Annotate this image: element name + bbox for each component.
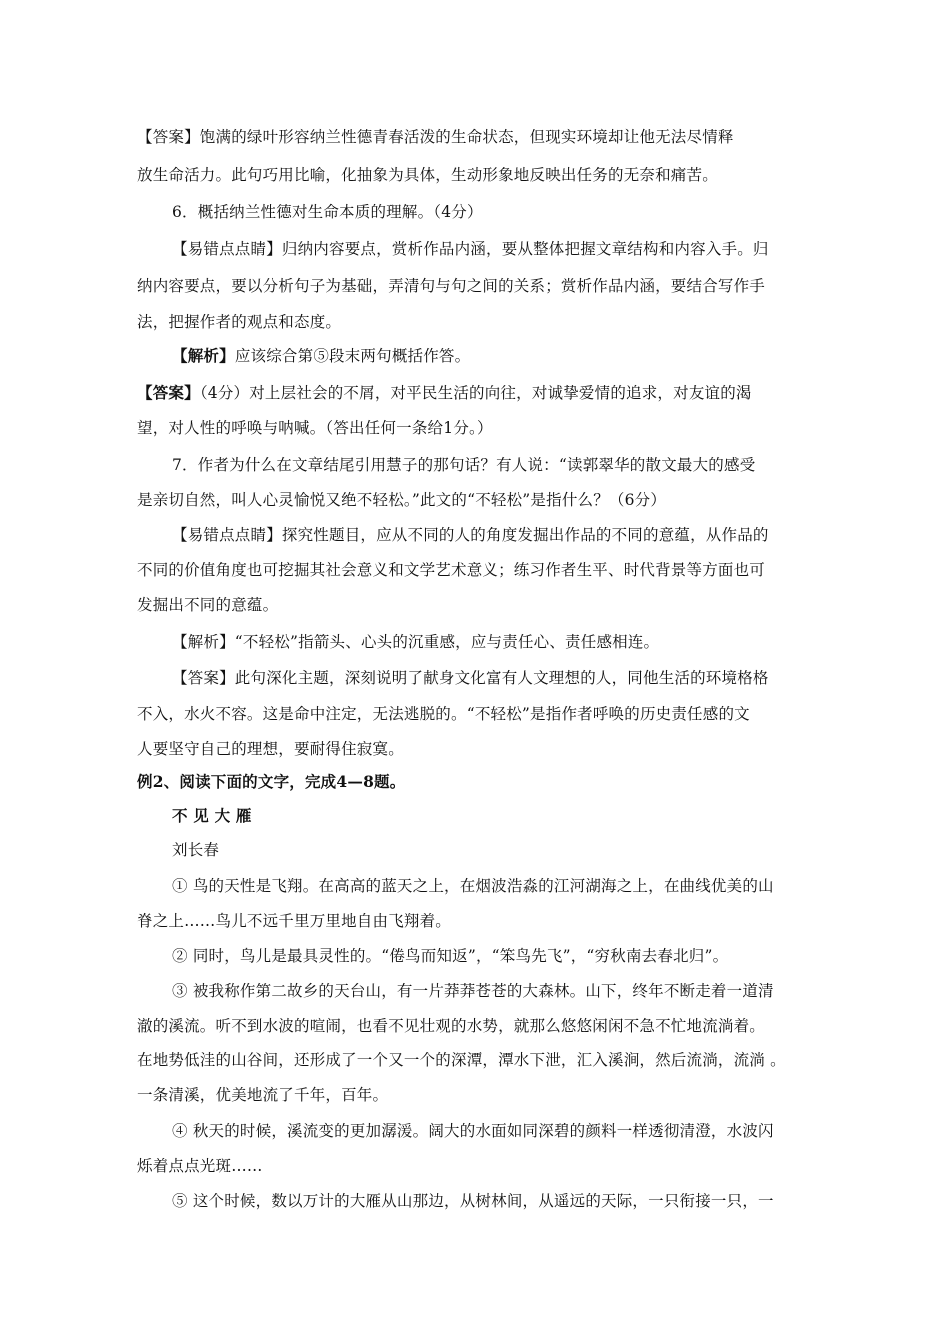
question-6: 6．概括纳兰性德对生命本质的理解。（4分） — [172, 203, 483, 221]
paragraph-3-line-4: 一条清溪，优美地流了千年，百年。 — [137, 1086, 389, 1104]
paragraph-3-line-1: ③ 被我称作第二故乡的天台山，有一片莽莽苍苍的大森林。山下，终年不断走着一道清 — [172, 982, 774, 1000]
paragraph-4-line-2: 烁着点点光斑…… — [137, 1157, 263, 1175]
paragraph-3-line-2: 澈的溪流。听不到水波的喧闹，也看不见壮观的水势，就那么悠悠闲闲不急不忙地流淌着。 — [137, 1017, 766, 1035]
tips-7-line-1: 【易错点点睛】探究性题目，应从不同的人的角度发掘出作品的不同的意蕴，从作品的 — [172, 526, 769, 544]
answer-6-line-2: 望，对人性的呼唤与呐喊。（答出任何一条给1分。） — [137, 419, 493, 437]
answer-7-line-1: 【答案】此句深化主题，深刻说明了献身文化富有人文理想的人，同他生活的环境格格 — [172, 669, 769, 687]
article-author: 刘长春 — [172, 841, 220, 859]
answer-5-line-2: 放生命活力。此句巧用比喻，化抽象为具体，生动形象地反映出任务的无奈和痛苦。 — [137, 166, 718, 184]
tips-6-line-1: 【易错点点睛】归纳内容要点，赏析作品内涵，要从整体把握文章结构和内容入手。归 — [172, 240, 769, 258]
analysis-6-label: 【解析】 — [172, 346, 235, 365]
paragraph-1-line-2: 脊之上……鸟儿不远千里万里地自由飞翔着。 — [137, 912, 452, 930]
answer-6-line-1 — [137, 383, 752, 403]
example-2-heading: 例2、阅读下面的文字，完成4—8题。 — [137, 772, 406, 791]
answer-7-line-2: 不入，水火不容。这是命中注定，无法逃脱的。“不轻松”是指作者呼唤的历史责任感的文 — [137, 705, 750, 723]
paragraph-1-line-1: ① 鸟的天性是飞翔。在高高的蓝天之上，在烟波浩淼的江河湖海之上，在曲线优美的山 — [172, 877, 774, 895]
tips-7-line-2: 不同的价值角度也可挖掘其社会意义和文学艺术意义；练习作者生平、时代背景等方面也可 — [137, 561, 766, 579]
tips-6-line-2: 纳内容要点，要以分析句子为基础，弄清句与句之间的关系；赏析作品内涵，要结合写作手 — [137, 277, 766, 295]
paragraph-2: ② 同时，鸟儿是最具灵性的。“倦鸟而知返”，“笨鸟先飞”，“穷秋南去春北归”。 — [172, 947, 729, 965]
analysis-6 — [172, 346, 470, 366]
paragraph-5-line-1: ⑤ 这个时候，数以万计的大雁从山那边，从树林间，从遥远的天际，一只衔接一只，一 — [172, 1192, 774, 1210]
paragraph-4-line-1: ④ 秋天的时候，溪流变的更加潺湲。阔大的水面如同深碧的颜料一样透彻清澄，水波闪 — [172, 1122, 774, 1140]
answer-5-line-1: 【答案】饱满的绿叶形容纳兰性德青春活泼的生命状态，但现实环境却让他无法尽情释 — [137, 128, 734, 146]
answer-6-label: 【答案】 — [137, 383, 200, 402]
answer-7-line-3: 人要坚守自己的理想，要耐得住寂寞。 — [137, 740, 404, 758]
article-title: 不 见 大 雁 — [172, 806, 252, 825]
tips-7-line-3: 发掘出不同的意蕴。 — [137, 596, 279, 614]
question-7-line-1: 7．作者为什么在文章结尾引用慧子的那句话？有人说：“读郭翠华的散文最大的感受 — [172, 456, 756, 474]
analysis-7: 【解析】“不轻松”指箭头、心头的沉重感，应与责任心、责任感相连。 — [172, 633, 660, 651]
question-7-line-2: 是亲切自然，叫人心灵愉悦又绝不轻松。”此文的“不轻松”是指什么？（6分） — [137, 491, 667, 509]
answer-6-text: （4分）对上层社会的不屑，对平民生活的向往，对诚挚爱情的追求，对友谊的渴 — [199, 384, 752, 402]
analysis-6-text: 应该综合第⑤段末两句概括作答。 — [234, 347, 471, 365]
paragraph-3-line-3: 在地势低洼的山谷间，还形成了一个又一个的深潭，潭水下泄，汇入溪涧，然后流淌，流淌 。 — [137, 1051, 786, 1069]
tips-6-line-3: 法，把握作者的观点和态度。 — [137, 313, 342, 331]
